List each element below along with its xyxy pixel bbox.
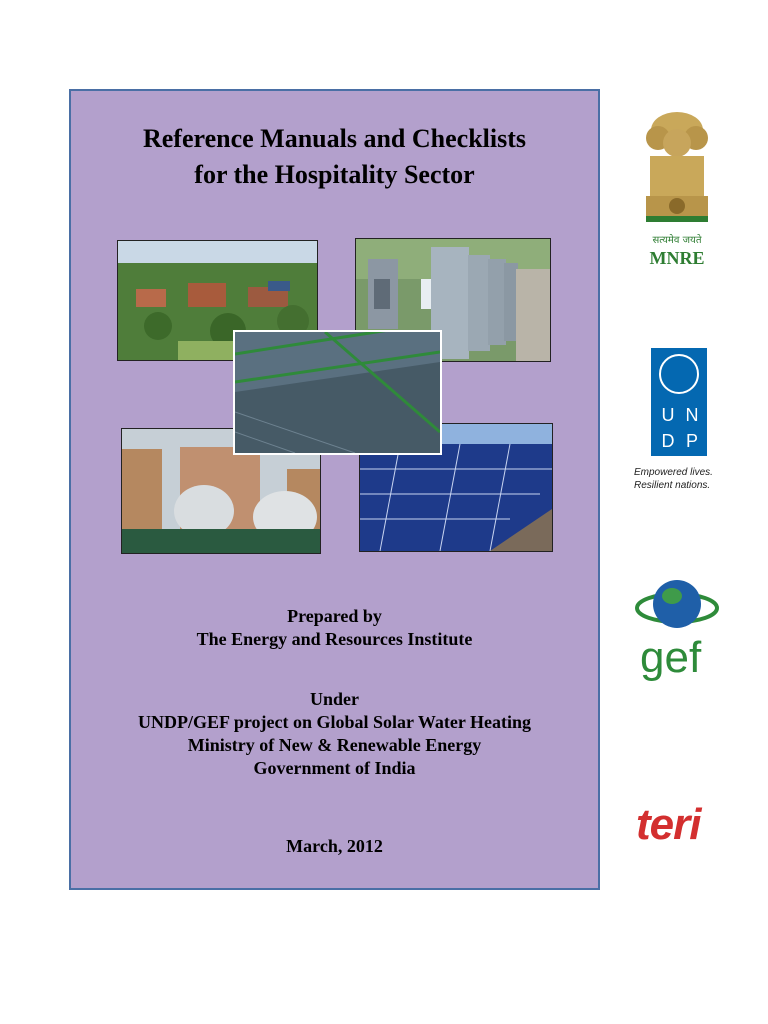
title-line-1: Reference Manuals and Checklists	[142, 124, 526, 153]
undp-letter-d: D	[661, 431, 675, 451]
undp-tagline-1: Empowered lives.	[634, 467, 713, 478]
undp-tagline	[634, 466, 734, 492]
under-label: Under	[310, 689, 359, 709]
undp-logo	[651, 348, 707, 456]
undp-letter-u: U	[661, 405, 675, 425]
undp-letter-n: N	[685, 405, 699, 425]
un-globe-icon	[659, 354, 699, 394]
mnre-motto: सत्यमेव जयते	[652, 235, 702, 246]
ministry-name: Ministry of New & Renewable Energy	[187, 735, 482, 755]
mnre-label: MNRE	[649, 248, 705, 268]
ashoka-emblem-logo	[636, 108, 718, 237]
prepared-by-label: Prepared by	[287, 606, 382, 626]
cover-panel	[69, 89, 600, 890]
government-name: Government of India	[253, 758, 416, 778]
publication-date: March, 2012	[286, 836, 383, 856]
undp-letter-p: P	[685, 431, 698, 451]
teri-logo: teri	[636, 800, 701, 849]
project-name: UNDP/GEF project on Global Solar Water Heating	[138, 712, 531, 732]
undp-tagline-2: Resilient nations.	[634, 480, 711, 491]
document-title	[71, 121, 598, 193]
prepared-by-org: The Energy and Resources Institute	[196, 629, 473, 649]
solar-collectors-photo	[233, 330, 442, 455]
title-line-2: for the Hospitality Sector	[194, 160, 475, 189]
gef-label: gef	[640, 633, 702, 682]
